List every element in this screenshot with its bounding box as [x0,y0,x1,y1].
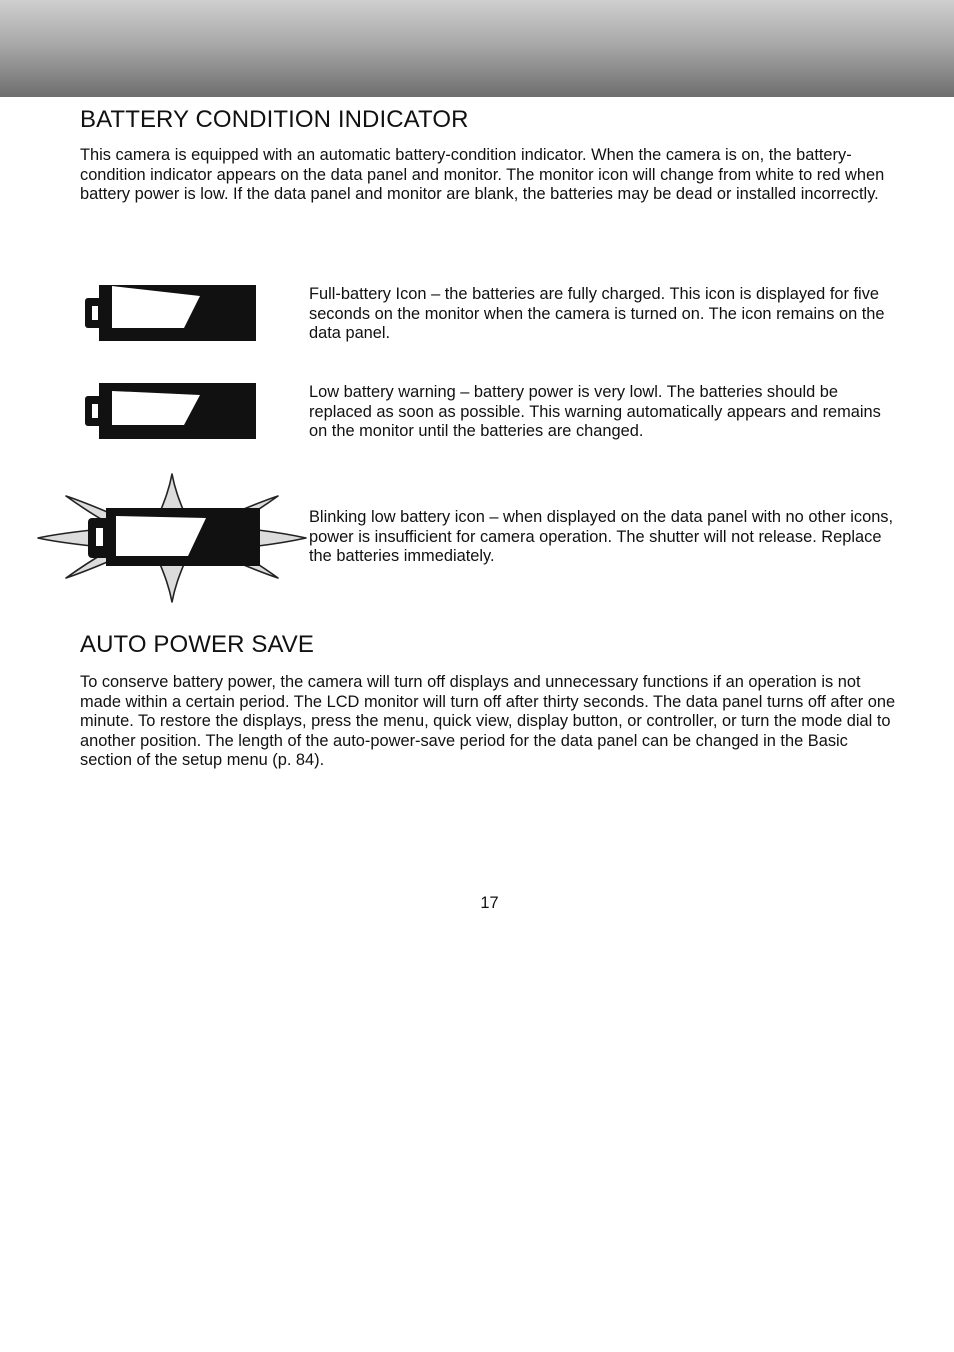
low-battery-description: Low battery warning – battery power is very lowl. The batteries should be replaced as soon as possible. This warning automatically appears and remains on the monitor until the batteries are changed. [309,383,881,441]
full-battery-description: Full-battery Icon – the batteries are fully charged. This icon is displayed for five seconds on the monitor when the camera is turned on. The icon remains on the data panel. [309,285,885,343]
blinking-low-battery-description: Blinking low battery icon – when displayed on the data panel with no other icons, power is insufficient for camera operation. The shutter will not release. Replace the batteries immediately. [309,508,894,566]
battery-section-title: BATTERY CONDITION INDICATOR [80,106,469,133]
power-section-title: AUTO POWER SAVE [80,631,314,658]
power-section-body: To conserve battery power, the camera will turn off displays and unnecessary functions if an operation is not made within a certain period. The LCD monitor will turn off after thirty seconds. The data panel turns off after one minute. To restore the displays, press the menu, quick view, display button, or controller, or turn the mode dial to another position. The length of the auto-power-save period for the data panel can be changed in the Basic section of the setup menu (p. 84). [80,673,896,770]
header-band [0,0,954,97]
blinking-low-battery-icon [36,472,308,604]
battery-section-body: This camera is equipped with an automatic battery-condition indicator. When the camera is on, the battery-condition indicator appears on the data panel and monitor. The monitor icon will change from white to red when battery power is low. If the data panel and monitor are blank, the batteries may be dead or installed incorrectly. [80,146,885,204]
page-number: 17 [480,894,499,912]
low-battery-icon [84,382,258,440]
full-battery-icon [84,284,258,342]
